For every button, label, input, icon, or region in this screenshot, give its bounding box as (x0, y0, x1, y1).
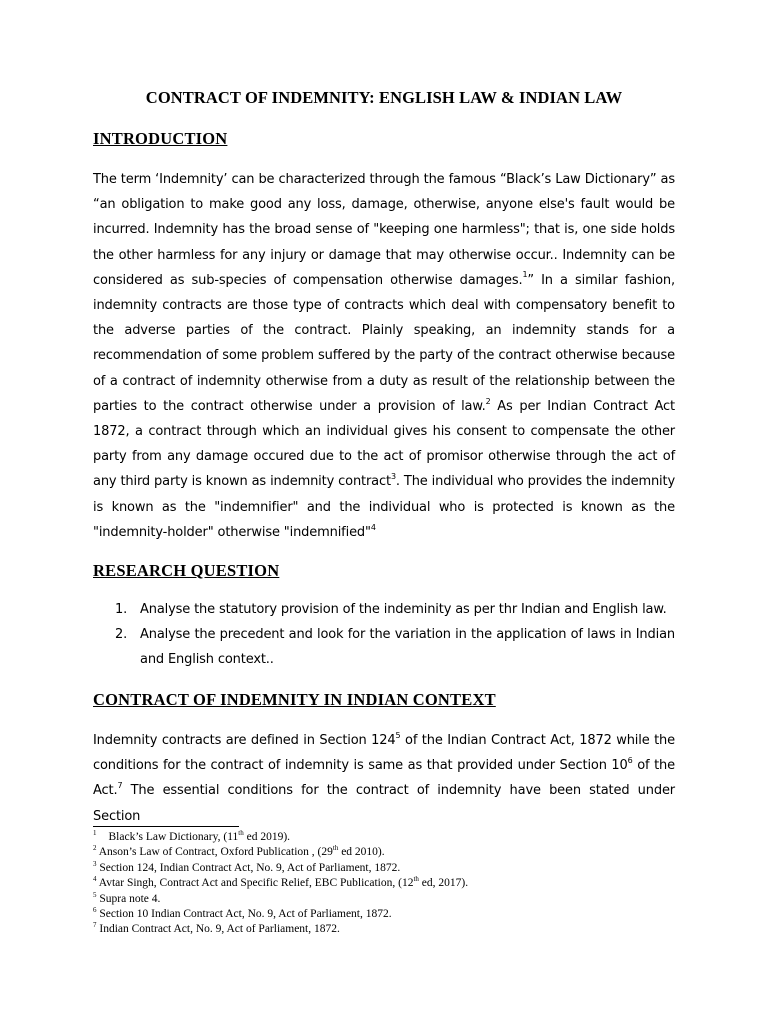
footnote-4 (93, 876, 693, 891)
list-item-text: Analyse the statutory provision of the indeminity as per thr Indian and English law. (140, 602, 667, 617)
footnote-3 (93, 861, 693, 876)
intro-text-2: ” In a similar fashion, indemnity contracts are those type of contracts which deal with compensatory benefit to the adverse parties of the contract. Plainly speaking, an indemnity stands for a recommendation of some problem suffered by the party of the contract otherwise because of a contract of indemnity otherwise from a duty as result of the relationship between the parties to the contract otherwise under a provision of law. (93, 272, 676, 414)
footnote-number: 2 (93, 844, 97, 853)
footnote-ref-3[interactable]: 3 (390, 472, 396, 482)
document-title: CONTRACT OF INDEMNITY: ENGLISH LAW & INDIAN LAW (145, 88, 623, 107)
footnote-number: 7 (93, 921, 97, 930)
heading-introduction: INTRODUCTION (93, 129, 228, 148)
footnote-ref-1[interactable]: 1 (522, 270, 528, 280)
footnote-ref-2[interactable]: 2 (485, 396, 491, 406)
footnote-ref-5[interactable]: 5 (395, 730, 401, 740)
footnote-ref-7[interactable]: 7 (117, 781, 123, 791)
footnote-text: Section 10 Indian Contract Act, No. 9, Act of Parliament, 1872. (99, 908, 392, 921)
context-text-2: of the Indian Contract Act, 1872 while the conditions for the contract of indemnity is same as that provided under Section 10 (93, 733, 675, 774)
intro-text-1: The term ‘Indemnity’ can be characterized through the famous “Black’s Law Dictionary” as “an obligation to make good any loss, damage, otherwise, anyone else's fault would be incurred. Indemnity has the broad sense of "keeping one harmless"; that is, one side holds the other harmless for any injury or damage that may otherwise occur.. Indemnity can be considered as sub-species of compensation otherwise damages. (93, 172, 675, 288)
footnote-text-end: ed 2019). (243, 831, 291, 843)
footnotes (93, 830, 693, 938)
footnote-ref-6[interactable]: 6 (627, 755, 633, 765)
footnote-1 (93, 830, 693, 845)
footnote-7 (93, 922, 693, 937)
research-question-list (93, 597, 675, 673)
list-item (93, 622, 675, 672)
footnote-text: Section 124, Indian Contract Act, No. 9, Act of Parliament, 1872. (99, 861, 401, 874)
footnote-2 (93, 845, 693, 860)
footnote-text: Black’s Law Dictionary, (11 (108, 831, 239, 843)
footnote-number: 3 (93, 859, 97, 868)
footnote-text: Supra note 4. (99, 892, 161, 905)
context-text-4: The essential conditions for the contract of indemnity have been stated under Section (93, 783, 675, 824)
footnote-5 (93, 892, 693, 907)
list-item-text: Analyse the precedent and look for the variation in the application of laws in Indian and English context.. (140, 627, 675, 668)
footnote-separator (93, 826, 239, 827)
footnote-ordinal: th (413, 875, 419, 884)
footnote-text-end: ed 2010). (338, 846, 385, 859)
introduction-paragraph (93, 167, 675, 545)
context-text-1: Indemnity contracts are defined in Section 124 (93, 733, 396, 748)
intro-text-4: . The individual who provides the indemnity is known as the "indemnifier" and the individual who is protected is known as the "indemnity-holder" otherwise "indemnified" (93, 474, 676, 540)
heading-research-question: RESEARCH QUESTION (93, 561, 280, 580)
footnote-number: 5 (93, 890, 97, 899)
footnote-text: Indian Contract Act, No. 9, Act of Parliament, 1872. (99, 923, 340, 936)
footnote-ordinal: th (332, 844, 339, 853)
footnote-number: 6 (93, 906, 97, 915)
footnote-number: 1 (93, 829, 97, 838)
footnote-6 (93, 907, 693, 922)
footnote-text: Anson’s Law of Contract, Oxford Publication , (29 (98, 846, 333, 859)
footnote-ref-4[interactable]: 4 (370, 522, 376, 532)
indian-context-paragraph (93, 728, 675, 829)
footnote-ordinal: th (238, 829, 244, 838)
footnote-text-end: ed, 2017). (418, 877, 469, 890)
heading-indian-context: CONTRACT OF INDEMNITY IN INDIAN CONTEXT (93, 690, 496, 709)
context-text-3: of the Act. (93, 758, 675, 799)
intro-text-3: As per Indian Contract Act 1872, a contract through which an individual gives his consent to compensate the other party from any damage occured due to the act of promisor otherwise through the act of any third party is known as indemnity contract (93, 398, 675, 490)
list-item-number: 1. (115, 602, 128, 617)
list-item-number: 2. (115, 627, 128, 643)
footnote-text: Avtar Singh, Contract Act and Specific Relief, EBC Publication, (12 (98, 877, 414, 890)
list-item (93, 597, 675, 622)
footnote-number: 4 (93, 875, 97, 884)
